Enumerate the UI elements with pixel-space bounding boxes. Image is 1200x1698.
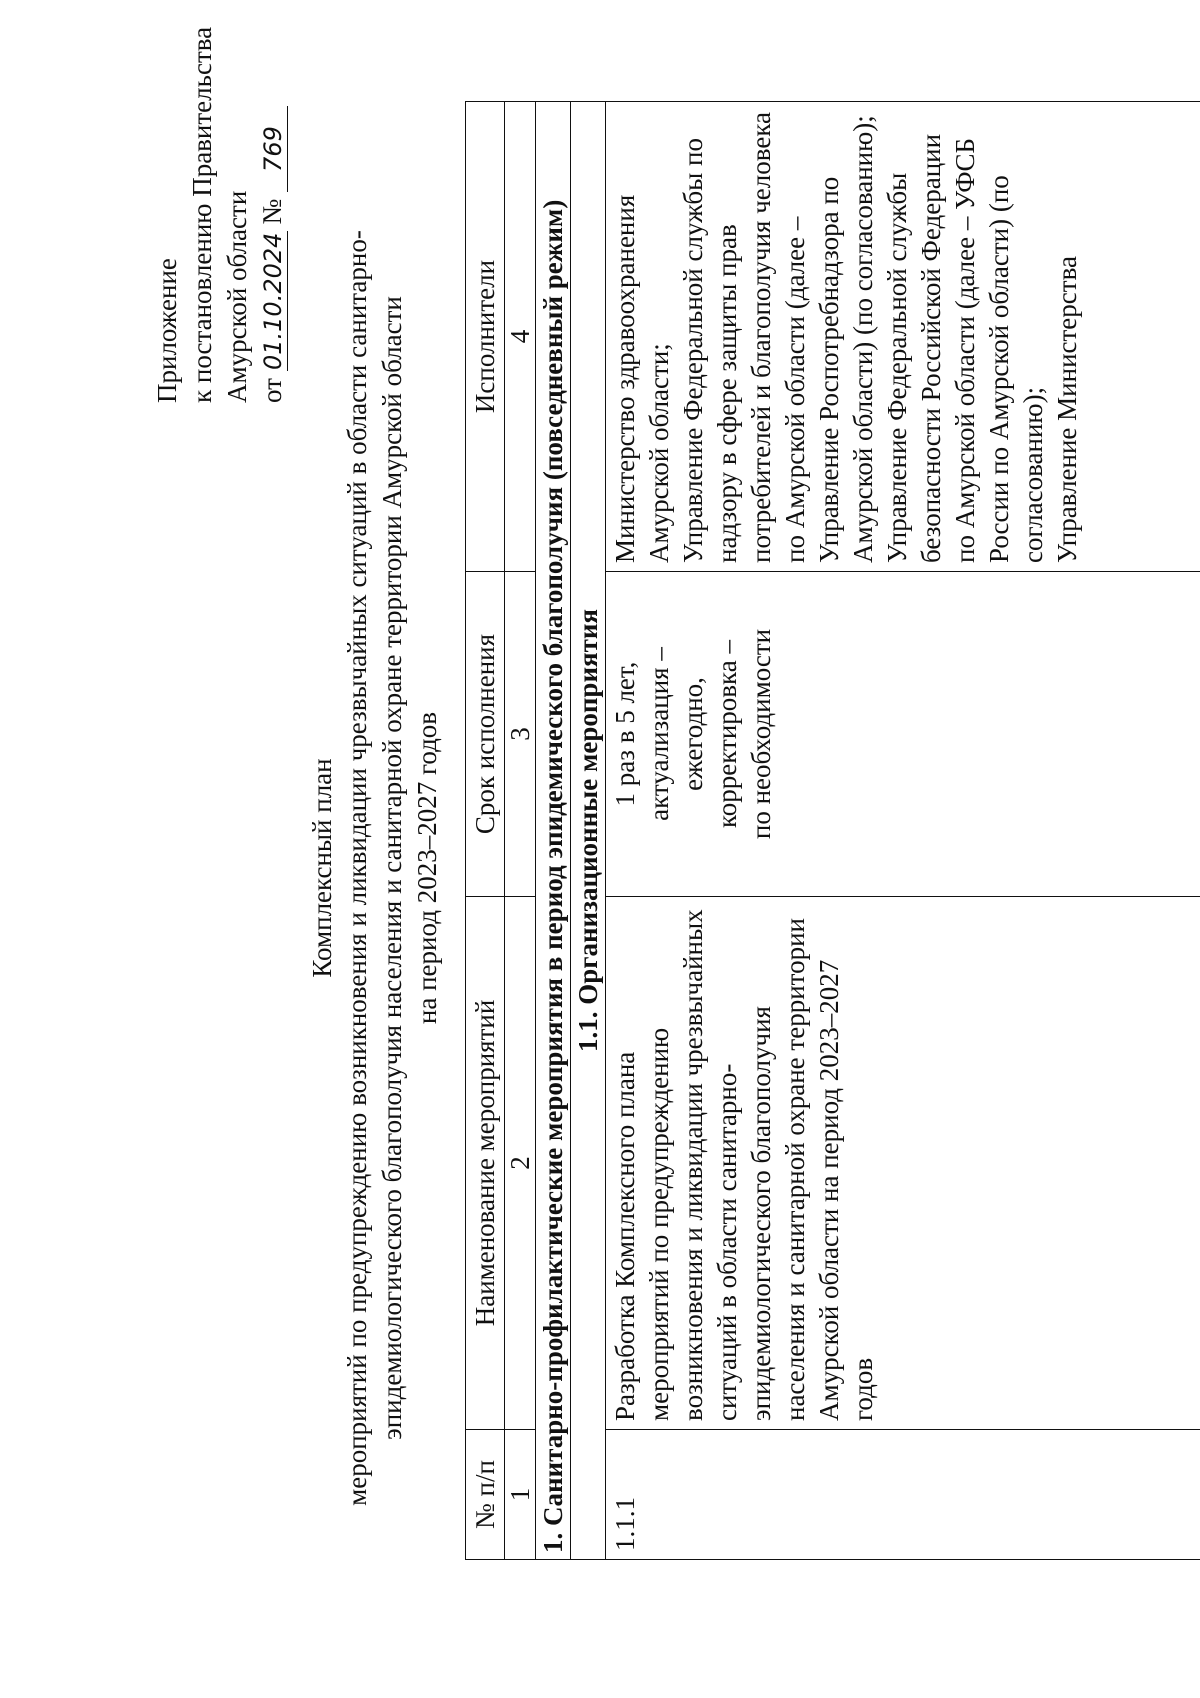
approval-line-2: к постановлению Правительства — [187, 26, 217, 403]
title-line-4: на период 2023–2027 годов — [412, 711, 442, 1025]
performer: Министерство здравоохранения Амурской области; — [610, 194, 674, 563]
approval-date-line — [255, 0, 290, 403]
column-number-row — [505, 102, 536, 1560]
performer: Управление Федеральной службы безопасности Российской Федерации по Амурской области (далее – УФСБ России по Амурской области) (по согласованию); — [882, 133, 1048, 563]
performer: Управление Министерства — [1052, 256, 1082, 563]
header-row — [466, 102, 505, 1560]
title-line-2: мероприятий по предупреждению возникновения и ликвидации чрезвычайных ситуаций в области санитарно- — [342, 230, 372, 1506]
approval-block — [150, 0, 290, 403]
section-row — [536, 102, 571, 1560]
header-performers: Исполнители — [466, 102, 505, 572]
approval-line-3: Амурской области — [222, 190, 252, 403]
performer: Управление Федеральной службы по надзору в сфере защиты прав потребителей и благополучия человека по Амурской области (далее – Управление Роспотребнадзора по Амурской области) (по согласованию); — [678, 111, 878, 563]
approval-line-1: Приложение — [152, 258, 182, 403]
term-line: по необходимости — [746, 628, 776, 840]
plan-table — [465, 101, 1200, 1560]
row-number: 1.1.1 — [606, 1430, 1200, 1560]
term-line: актуализация – — [644, 647, 674, 821]
term-line: корректировка – — [712, 640, 742, 828]
table-row — [606, 102, 1200, 1560]
subsection-title: 1.1. Организационные мероприятия — [571, 102, 606, 1560]
handwritten-date: 01.10.2024 — [259, 232, 287, 371]
title-line-1: Комплексный план — [307, 758, 337, 978]
column-number: 3 — [505, 572, 536, 897]
handwritten-number: 769 — [259, 106, 288, 192]
header-num: № п/п — [466, 1430, 505, 1560]
from-label: от — [257, 378, 287, 403]
plan-title — [305, 218, 445, 1518]
header-term: Срок исполнения — [466, 572, 505, 897]
header-name: Наименование мероприятий — [466, 897, 505, 1430]
column-number: 4 — [505, 102, 536, 572]
section-title: 1. Санитарно-профилактические мероприятия в период эпидемического благополучия (повседневный режим) — [536, 102, 571, 1560]
term-line: 1 раз в 5 лет, — [610, 661, 640, 807]
number-label: № — [257, 198, 287, 225]
column-number: 1 — [505, 1430, 536, 1560]
column-number: 2 — [505, 897, 536, 1430]
row-term — [606, 572, 1200, 897]
title-line-3: эпидемиологического благополучия населения и санитарной охране территории Амурской области — [377, 296, 407, 1440]
subsection-row — [571, 102, 606, 1560]
row-performers — [606, 102, 1200, 572]
row-name: Разработка Комплексного плана мероприятий по предупреждению возникновения и ликвидации чрезвычайных ситуаций в области санитарно-эпидемиологического благополучия населения и санитарной охране территории Амурской области на период 2023–2027 годов — [606, 897, 1200, 1430]
term-line: ежегодно, — [678, 677, 708, 791]
